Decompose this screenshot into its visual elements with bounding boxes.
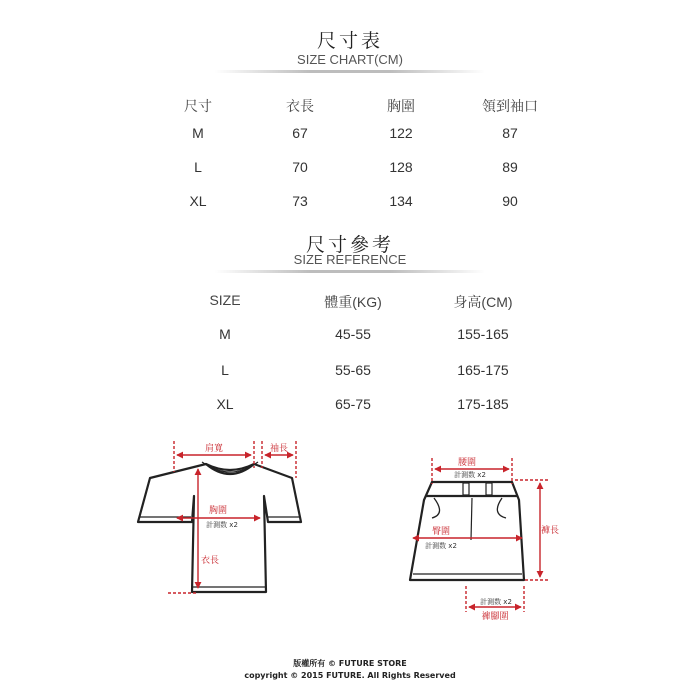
size-chart-header: 尺寸 [184, 98, 212, 114]
size-chart-header: 領到袖口 [482, 98, 538, 114]
size-reference-title: 尺寸參考 [305, 234, 394, 256]
waist-note: 計測数 x2 [454, 471, 486, 479]
size-chart-subtitle: SIZE CHART(CM) [297, 52, 403, 67]
shoulder-label: 肩寬 [204, 444, 224, 454]
size-chart-header: 胸圍 [387, 98, 415, 114]
size-reference-cell: M [219, 326, 231, 342]
length-label: 衣長 [200, 556, 220, 566]
size-chart-cell: 134 [389, 193, 413, 209]
size-chart-header: 衣長 [286, 98, 314, 114]
size-chart-cell: 122 [389, 125, 413, 141]
pants-length-label: 褲長 [540, 526, 560, 536]
size-reference-cell: 55-65 [335, 362, 371, 378]
hem-label: 褲腳圍 [481, 612, 509, 622]
size-chart-title: 尺寸表 [316, 30, 383, 52]
size-chart-cell: 87 [502, 125, 518, 141]
size-chart-cell: 128 [389, 159, 413, 175]
size-reference-cell: XL [216, 396, 234, 412]
size-chart-cell: 89 [502, 159, 518, 175]
size-reference-header: 身高(CM) [453, 294, 513, 310]
hem-note: 計測数 x2 [480, 598, 512, 606]
waist-label: 腰圍 [457, 458, 477, 468]
sleeve-label: 袖長 [269, 444, 289, 454]
size-reference-cell: 165-175 [457, 362, 509, 378]
size-reference-cell: 155-165 [457, 326, 509, 342]
size-chart-cell: L [194, 159, 202, 175]
size-reference-cell: L [221, 362, 229, 378]
size-chart-cell: 67 [292, 125, 308, 141]
shorts-icon [410, 482, 524, 580]
hip-label: 臀圍 [431, 527, 451, 537]
size-reference-header: SIZE [209, 292, 241, 308]
chest-label: 胸圍 [208, 506, 228, 516]
size-chart-cell: 73 [292, 193, 308, 209]
size-chart-cell: 70 [292, 159, 308, 175]
footer-copyright-cn: 版權所有 © FUTURE STORE [293, 659, 407, 668]
size-chart-cell: 90 [502, 193, 518, 209]
chest-note: 計測数 x2 [206, 521, 238, 529]
hip-note: 計測数 x2 [425, 542, 457, 550]
footer-copyright-en: copyright © 2015 FUTURE. All Rights Reserved [244, 671, 456, 680]
size-reference-header: 體重(KG) [324, 294, 382, 310]
size-chart-cell: XL [189, 193, 207, 209]
size-chart-cell: M [192, 125, 204, 141]
size-reference-cell: 45-55 [335, 326, 371, 342]
size-reference-cell: 175-185 [457, 396, 509, 412]
size-reference-subtitle: SIZE REFERENCE [293, 252, 407, 267]
size-reference-cell: 65-75 [335, 396, 371, 412]
